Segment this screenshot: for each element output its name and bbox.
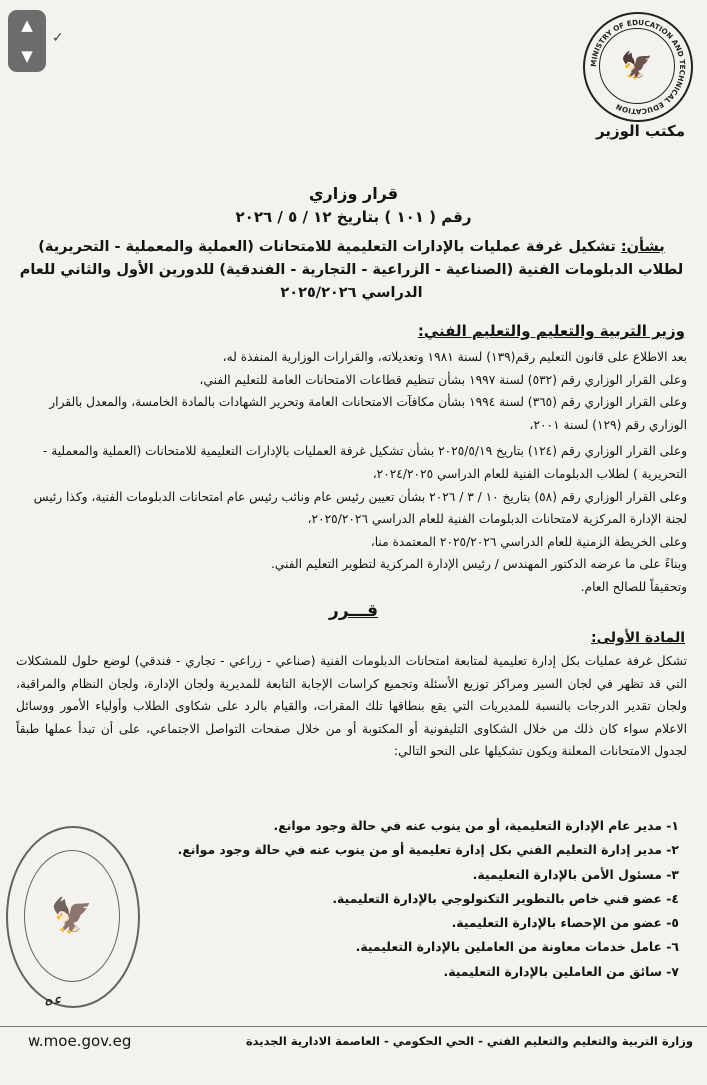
article-title: المادة الأولى:	[591, 630, 685, 646]
article-body: تشكل غرفة عمليات بكل إدارة تعليمية لمتابعة امتحانات الدبلومات الفنية (صناعي - زراعي - تجاري - فندقي) لوضع حلول للمشكلات التي قد تظهر في لجان السير ومراكز توزيع الأسئلة وتجميع كراسات الإجابة التابعة للمديرية ولجان الإدارة، ولجان النظام والمراقبة، ولجان تقدير الدرجات بالنسبة للمديريات التي يقع بنطاقها تلك المقرات، والقيام بالرد على شكاوى الطلاب وأولياء الأمور ووسائل الاعلام سواء كان ذلك من خلال الشكاوى التليفونية أو المكتوبة أو من خلال صفحات التواصل الاجتماعي، على أن تبدأ عملها طبقاً لجدول الامتحانات المعلنة ويكون تشكيلها على النحو التالي:	[16, 654, 687, 758]
list-item: ٤- عضو فني خاص بالتطوير التكنولوجي بالإدارة التعليمية.	[332, 890, 679, 906]
preamble-line: وعلى القرار الوزاري رقم (٣٦٥) لسنة ١٩٩٤ بشأن مكافآت الامتحانات العامة وتحرير الشهادات بالمادة الخامسة، والمعدل بالقرار الوزاري رقم (١٢٩) لسنة ٢٠٠١،	[49, 395, 687, 432]
subject-text: تشكيل غرفة عمليات بالإدارات التعليمية للامتحانات (العملية والمعملية - التحريرية) لطلاب الدبلومات الفنية (الصناعية - الزراعية - التجارية - الفندقية) للدورين الأول والثاني للعام الدراسي ٢٠٢٥/٢٠٢٦	[19, 239, 684, 301]
subject-lead: بشأن:	[620, 239, 665, 255]
minister-title: وزير التربية والتعليم والتعليم الفني:	[417, 322, 685, 340]
svg-text:MINISTRY OF EDUCATION AND TECH: MINISTRY OF EDUCATION AND TECHNICAL EDUCATION	[588, 17, 688, 117]
preamble-line: وعلى الخريطة الزمنية للعام الدراسي ٢٠٢٥/٢٠٢٦ المعتمدة منا،	[370, 534, 687, 549]
preamble-line: بعد الاطلاع على قانون التعليم رقم(١٣٩) لسنة ١٩٨١ وتعديلاته، والقرارات الوزارية المنفذة له،	[222, 350, 687, 364]
list-item: ١- مدير عام الإدارة التعليمية، أو من ينوب عنه في حالة وجود موانع.	[273, 818, 679, 833]
eagle-emblem-icon: 🦅	[599, 28, 675, 104]
list-item: ٥- عضو من الإحصاء بالإدارة التعليمية.	[451, 915, 679, 931]
decided-heading: قـــرر	[329, 601, 378, 621]
preamble-line: وعلى القرار الوزاري رقم (٥٨) بتاريخ ١٠ / ٣ / ٢٠٢٦ بشأن تعيين رئيس عام ونائب رئيس عام امتحانات الدبلومات الفنية، وكذا رئيس لجنة الإدارة المركزية لامتحانات الدبلومات الفنية للعام الدراسي ٢٠٢٥/٢٠٢٦،	[33, 489, 687, 527]
preamble-line: وبناءً على ما عرضه الدكتور المهندس / رئيس الإدارة المركزية لتطوير التعليم الفني.	[271, 557, 687, 572]
signature: ءه	[44, 990, 61, 1010]
decree-title: قرار وزاري	[308, 184, 399, 203]
preamble-line: وعلى القرار الوزاري رقم (٥٣٢) لسنة ١٩٩٧ بشأن تنظيم قطاعات الامتحانات العامة للتعليم الفني،	[199, 372, 687, 387]
members-list	[178, 814, 679, 984]
ministry-seal	[583, 12, 693, 122]
decree-subject	[18, 236, 685, 305]
decree-number: رقم ( ١٠١ ) بتاريخ ١٢ / ٥ / ٢٠٢٦	[235, 208, 472, 226]
preamble-line: وتحقيقاً للصالح العام.	[580, 579, 687, 594]
page-scroll-control[interactable]	[8, 10, 46, 72]
article-text	[16, 650, 687, 763]
eagle-stamp-icon: 🦅	[24, 850, 120, 982]
website-link[interactable]: w.moe.gov.eg	[28, 1032, 132, 1050]
list-item: ٧- سائق من العاملين بالإدارة التعليمية.	[443, 963, 679, 979]
chevron-down-icon[interactable]: ▼	[21, 47, 33, 65]
list-item: ٢- مدير إدارة التعليم الفني بكل إدارة تعليمية أو من ينوب عنه في حالة وجود موانع.	[177, 842, 679, 858]
preamble	[16, 346, 687, 599]
chevron-up-icon[interactable]: ▲	[21, 16, 33, 34]
list-item: ٣- مسئول الأمن بالإدارة التعليمية.	[472, 866, 679, 882]
list-item: ٦- عامل خدمات معاونة من العاملين بالإدارة التعليمية.	[355, 939, 679, 955]
footer-address: وزارة التربية والتعليم والتعليم الفني - الحي الحكومي - العاصمة الادارية الجديدة	[245, 1034, 693, 1048]
pen-mark-icon: ✓	[52, 30, 64, 46]
preamble-line: وعلى القرار الوزاري رقم (١٢٤) بتاريخ ٢٠٢٥/٥/١٩ بشأن تشكيل غرفة العمليات بالإدارات التعليمية للامتحانات (العملية والمعملية - التحريرية ) لطلاب الدبلومات الفنية للعام الدراسي ٢٠٢٤/٢٠٢٥،	[42, 444, 687, 481]
official-stamp	[6, 826, 140, 1008]
office-label: مكتب الوزير	[595, 122, 685, 140]
footer-divider	[0, 1026, 707, 1027]
